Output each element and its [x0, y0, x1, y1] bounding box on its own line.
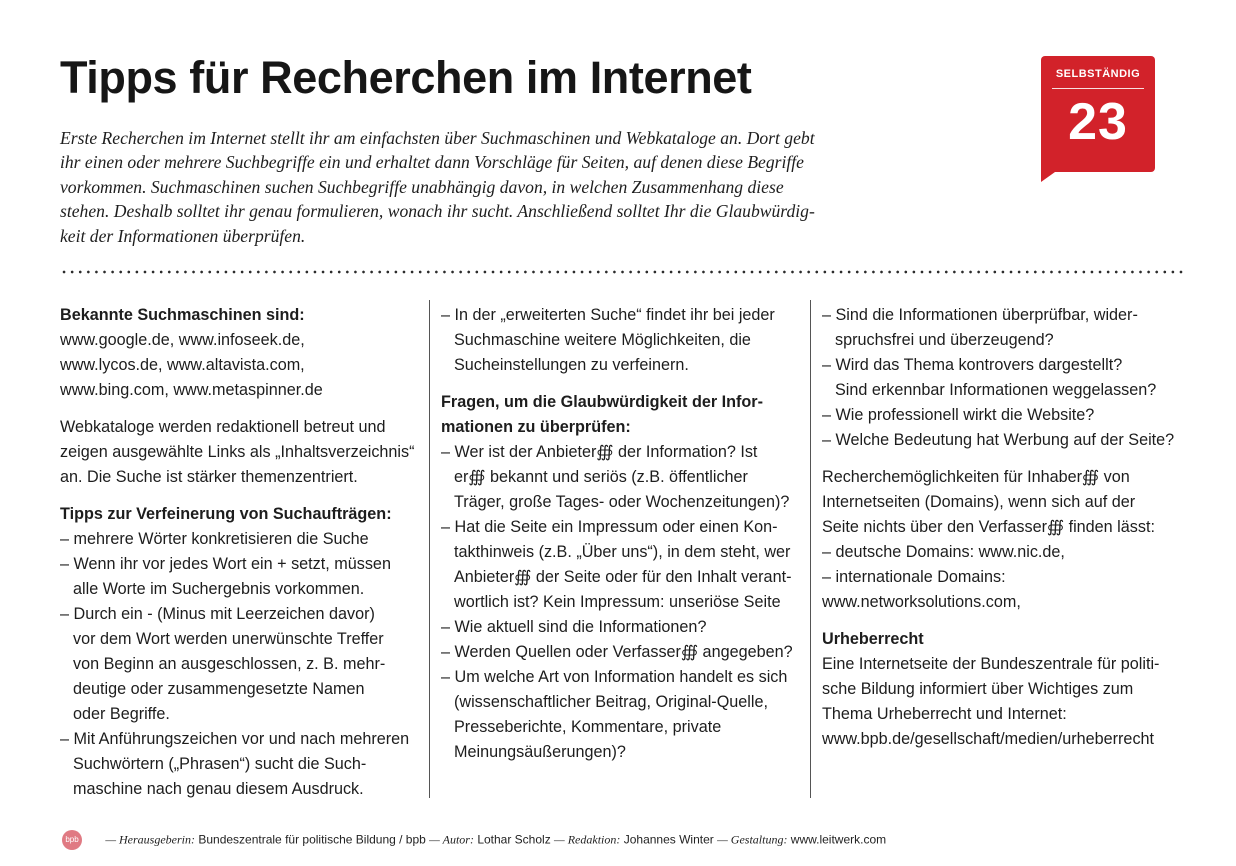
badge-label: SELBSTÄNDIG: [1055, 68, 1141, 80]
question-item: – Welche Bedeutung hat Werbung auf der Seite?: [822, 431, 1175, 449]
question-item-cont: spruchsfrei und überzeugend?: [835, 331, 1054, 349]
catalog-text: Webkataloge werden redaktionell betreut und: [60, 418, 386, 436]
question-item-cont: (wissenschaftlicher Beitrag, Original-Quelle,: [454, 693, 768, 711]
publisher: Bundeszentrale für politische Bildung / bpb: [198, 832, 426, 847]
refine-tip-cont: deutige oder zusammengesetzte Namen: [73, 680, 365, 698]
domain-text: www.networksolutions.com,: [822, 593, 1021, 611]
dotted-divider: [60, 270, 1184, 274]
intro-line: keit der Informationen überprüfen.: [60, 225, 306, 246]
search-engine-links: www.lycos.de, www.altavista.com,: [60, 356, 305, 374]
advanced-search-tip-cont: Sucheinstellungen zu verfeinern.: [454, 356, 689, 374]
bpb-logo: bpb: [62, 830, 82, 850]
question-item-cont: takthinweis (z.B. „Über uns“), in dem steht, wer: [454, 543, 791, 561]
search-engine-links: www.bing.com, www.metaspinner.de: [60, 381, 323, 399]
search-engines-heading: Bekannte Suchmaschinen sind:: [60, 306, 305, 324]
question-item: – Wer ist der Anbieter∰ der Information? Ist: [441, 443, 758, 461]
catalog-text: zeigen ausgewählte Links als „Inhaltsverzeichnis“: [60, 443, 415, 461]
intro-line: stehen. Deshalb solltet ihr genau formulieren, wonach ihr sucht. Anschließend solltet Ihr die Glaubwürdig-: [60, 201, 815, 222]
question-item-cont: Presseberichte, Kommentare, private: [454, 718, 722, 736]
refine-tip: – Durch ein - (Minus mit Leerzeichen davor): [60, 605, 375, 623]
copyright-text: Eine Internetseite der Bundeszentrale für politi-: [822, 655, 1160, 673]
advanced-search-tip: – In der „erweiterten Suche“ findet ihr bei jeder: [441, 306, 775, 324]
editor: Johannes Winter: [623, 832, 714, 847]
footer: [62, 830, 886, 850]
refine-tip: – Mit Anführungszeichen vor und nach mehreren: [60, 730, 410, 748]
question-item: – Wird das Thema kontrovers dargestellt?: [822, 356, 1123, 374]
question-item-cont: Träger, große Tages- oder Wochenzeitungen)?: [454, 493, 790, 511]
questions-heading: mationen zu überprüfen:: [441, 418, 631, 436]
catalog-text: an. Die Suche ist stärker themenzentriert.: [60, 468, 358, 486]
refine-tip-cont: maschine nach genau diesem Ausdruck.: [73, 780, 364, 798]
column-divider: [429, 300, 430, 798]
question-item-cont: Sind erkennbar Informationen weggelassen?: [835, 381, 1157, 399]
question-item-cont: Meinungsäußerungen)?: [454, 743, 626, 761]
task-badge: [1041, 56, 1155, 172]
domain-text: Internetseiten (Domains), wenn sich auf der: [822, 493, 1136, 511]
question-item: – Hat die Seite ein Impressum oder einen Kon-: [441, 518, 778, 536]
badge-divider: [1052, 88, 1144, 89]
intro-line: ihr einen oder mehrere Suchbegriffe ein und erhaltet dann Vorschläge für Seiten, auf denen diese Begriffe: [60, 152, 804, 173]
question-item: – Wie professionell wirkt die Website?: [822, 406, 1095, 424]
copyright-heading: Urheberrecht: [822, 630, 924, 648]
design-label: — Gestaltung:: [717, 832, 788, 847]
refine-tip-cont: Suchwörtern („Phrasen“) sucht die Such-: [73, 755, 367, 773]
question-item: – Um welche Art von Information handelt es sich: [441, 668, 788, 686]
copyright-text: sche Bildung informiert über Wichtiges zum: [822, 680, 1134, 698]
column-1: [60, 303, 415, 802]
questions-heading: Fragen, um die Glaubwürdigkeit der Infor-: [441, 393, 763, 411]
question-item-cont: er∰ bekannt und seriös (z.B. öffentlicher: [454, 468, 748, 486]
refine-tip-cont: alle Worte im Suchergebnis vorkommen.: [73, 580, 365, 598]
domain-text: – internationale Domains:: [822, 568, 1006, 586]
editor-label: — Redaktion:: [554, 832, 621, 847]
question-item: – Wie aktuell sind die Informationen?: [441, 618, 707, 636]
column-3: [822, 303, 1174, 752]
author: Lothar Scholz: [477, 832, 551, 847]
column-2: [441, 303, 793, 765]
domain-text: – deutsche Domains: www.nic.de,: [822, 543, 1065, 561]
page-title: Tipps für Recherchen im Internet: [60, 52, 752, 103]
domain-text: Recherchemöglichkeiten für Inhaber∰ von: [822, 468, 1130, 486]
intro-line: vorkommen. Suchmaschinen suchen Suchbegriffe unabhängig davon, in welchen Zusammenhang diese: [60, 176, 784, 197]
refine-heading: Tipps zur Verfeinerung von Suchaufträgen:: [60, 505, 392, 523]
refine-tip-cont: von Beginn an ausgeschlossen, z. B. mehr-: [73, 655, 386, 673]
refine-tip-cont: oder Begriffe.: [73, 705, 170, 723]
refine-tip: – mehrere Wörter konkretisieren die Suche: [60, 530, 369, 548]
domain-text: Seite nichts über den Verfasser∰ finden lässt:: [822, 518, 1155, 536]
advanced-search-tip-cont: Suchmaschine weitere Möglichkeiten, die: [454, 331, 751, 349]
column-divider: [810, 300, 811, 798]
refine-tip: – Wenn ihr vor jedes Wort ein + setzt, müssen: [60, 555, 391, 573]
badge-number: 23: [1068, 93, 1128, 151]
intro-line: Erste Recherchen im Internet stellt ihr am einfachsten über Suchmaschinen und Webkataloge an. Dort gebt: [60, 128, 815, 148]
question-item: – Werden Quellen oder Verfasser∰ angegeben?: [441, 643, 793, 661]
publisher-label: — Herausgeberin:: [105, 832, 195, 847]
question-item-cont: Anbieter∰ der Seite oder für den Inhalt verant-: [454, 568, 792, 586]
copyright-text: Thema Urheberrecht und Internet:: [822, 705, 1067, 723]
author-label: — Autor:: [429, 832, 474, 847]
search-engine-links: www.google.de, www.infoseek.de,: [60, 331, 305, 349]
question-item-cont: wortlich ist? Kein Impressum: unseriöse Seite: [454, 593, 781, 611]
refine-tip-cont: vor dem Wort werden unerwünschte Treffer: [73, 630, 384, 648]
copyright-text: www.bpb.de/gesellschaft/medien/urheberrecht: [822, 730, 1155, 748]
design: www.leitwerk.com: [790, 832, 887, 847]
intro-paragraph: [60, 126, 960, 248]
question-item: – Sind die Informationen überprüfbar, wider-: [822, 306, 1138, 324]
